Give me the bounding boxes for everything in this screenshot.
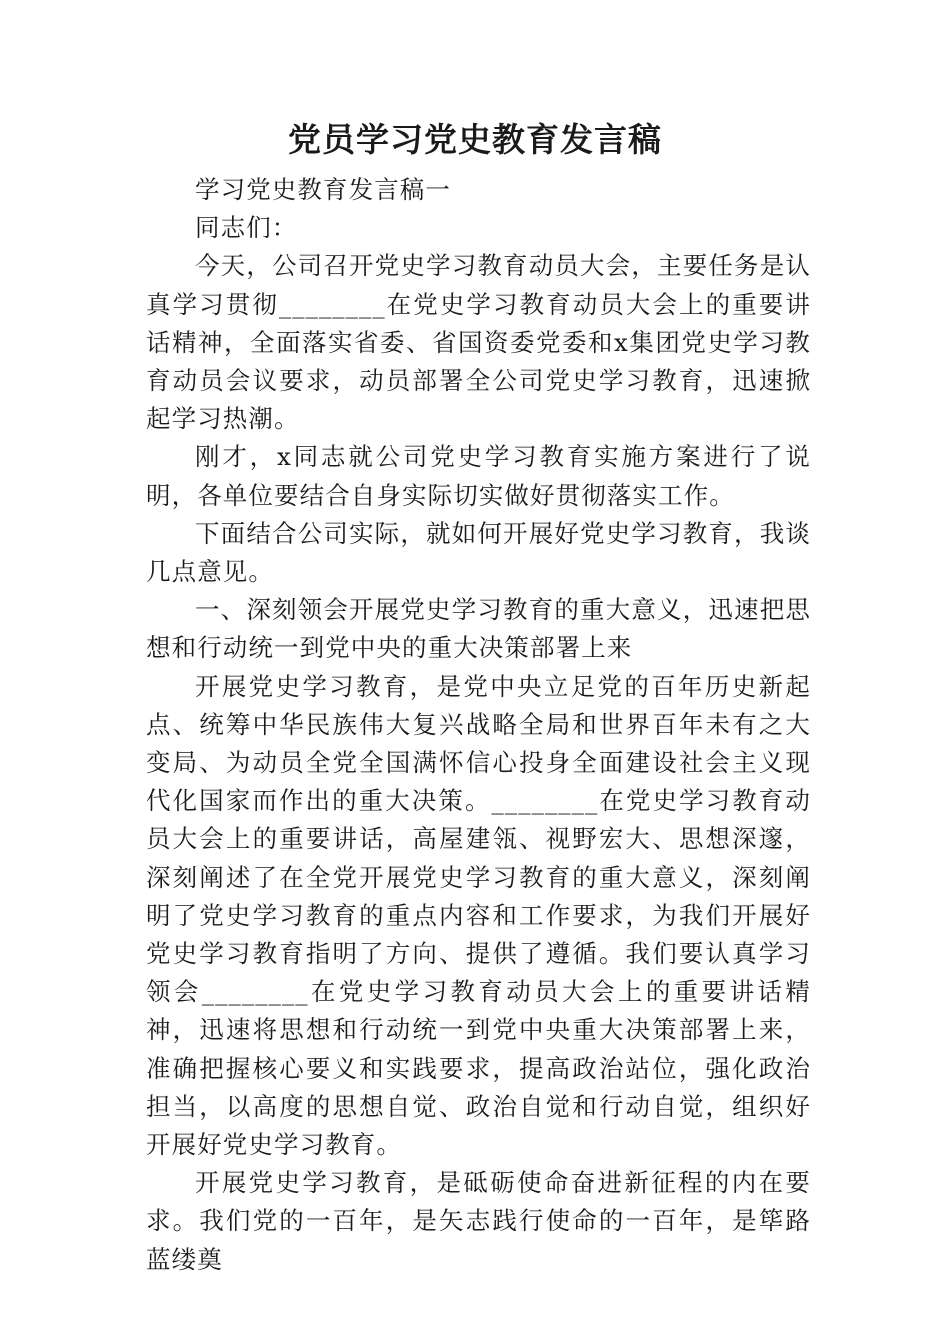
subtitle-paragraph: 学习党史教育发言稿一 xyxy=(195,175,451,204)
document-body xyxy=(146,171,811,1279)
body-paragraph: 下面结合公司实际，就如何开展好党史学习教育，我谈几点意见。 xyxy=(146,518,811,587)
salutation-paragraph: 同志们： xyxy=(195,213,298,243)
body-paragraph: 开展党史学习教育，是党中央立足党的百年历史新起点、统筹中华民族伟大复兴战略全局和世界百年未有之大变局、为动员全党全国满怀信心投身全面建设社会主义现代化国家而作出的重大决策。________在党史学习教育动员大会上的重要讲话，高屋建瓴、视野宏大、思想深邃，深刻阐述了在全党开展党史学习教育的重大意义，深刻阐明了党史学习教育的重点内容和工作要求，为我们开展好党史学习教育指明了方向、提供了遵循。我们要认真学习领会________在党史学习教育动员大会上的重要讲话精神，迅速将思想和行动统一到党中央重大决策部署上来，准确把握核心要义和实践要求，提高政治站位，强化政治担当，以高度的思想自觉、政治自觉和行动自觉，组织好开展好党史学习教育。 xyxy=(146,671,811,1160)
document-title: 党员学习党史教育发言稿 xyxy=(288,120,662,159)
body-paragraph: 刚才，x同志就公司党史学习教育实施方案进行了说明，各单位要结合自身实际切实做好贯彻落实工作。 xyxy=(146,442,811,510)
section-heading-paragraph: 一、深刻领会开展党史学习教育的重大意义，迅速把思想和行动统一到党中央的重大决策部署上来 xyxy=(146,595,811,663)
body-paragraph: 今天，公司召开党史学习教育动员大会，主要任务是认真学习贯彻________在党史学习教育动员大会上的重要讲话精神，全面落实省委、省国资委党委和x集团党史学习教育动员会议要求，动员部署全公司党史学习教育，迅速掀起学习热潮。 xyxy=(146,251,811,434)
body-paragraph: 开展党史学习教育，是砥砺使命奋进新征程的内在要求。我们党的一百年，是矢志践行使命的一百年，是筚路蓝缕奠 xyxy=(146,1168,811,1274)
